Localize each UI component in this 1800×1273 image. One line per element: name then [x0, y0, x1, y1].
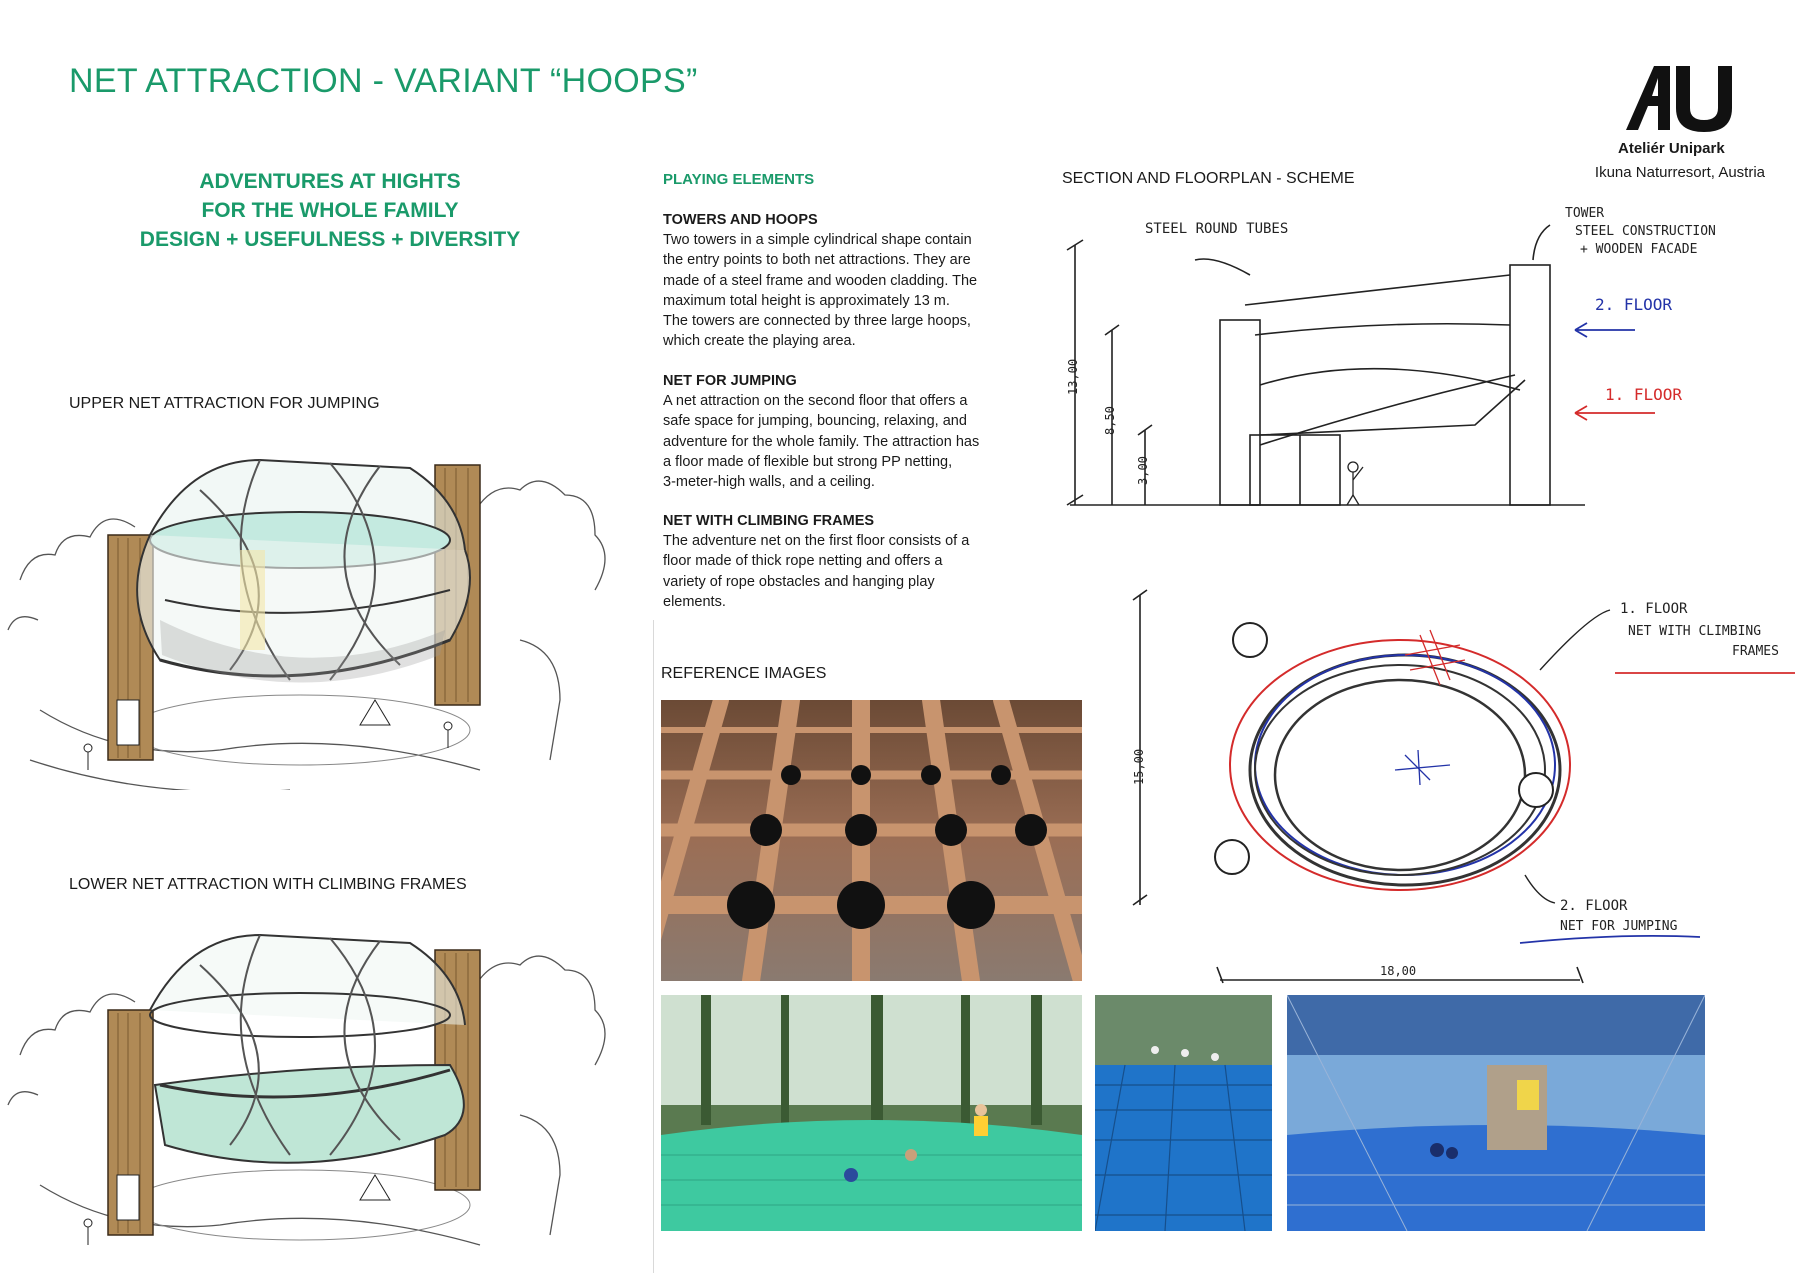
dim-total-height: 13,00	[1066, 358, 1080, 395]
plan-label-floor-2: 2. FLOOR	[1560, 898, 1628, 914]
label-floor-1: 1. FLOOR	[1605, 385, 1683, 404]
section-line: The adventure net on the first floor consists of a	[663, 533, 970, 550]
green-net-forest-photo	[661, 995, 1082, 1231]
blue-net-tower-photo	[1287, 995, 1705, 1231]
floorplan-sketch	[1100, 585, 1800, 985]
blue-net-photo	[1095, 995, 1272, 1231]
brand-name: Ateliér Unipark	[1618, 140, 1725, 157]
section-net-with-climbing-frames	[663, 511, 1018, 612]
upper-net-label: UPPER NET ATTRACTION FOR JUMPING	[69, 395, 380, 412]
section-line: adventure for the whole family. The attraction has	[663, 433, 980, 450]
lower-net-label: LOWER NET ATTRACTION WITH CLIMBING FRAMES	[69, 876, 467, 893]
dim-plan-depth: 15,00	[1132, 748, 1146, 785]
subtitle	[100, 167, 560, 254]
section-title: NET WITH CLIMBING FRAMES	[663, 513, 875, 529]
playing-elements-heading: PLAYING ELEMENTS	[663, 171, 815, 188]
scheme-heading: SECTION AND FLOORPLAN - SCHEME	[1062, 170, 1355, 187]
section-line: made of a steel frame and wooden cladding. The	[663, 272, 978, 289]
page-title: NET ATTRACTION - VARIANT “HOOPS”	[69, 62, 698, 100]
section-line: variety of rope obstacles and hanging play	[663, 573, 935, 590]
label-floor-2: 2. FLOOR	[1595, 295, 1673, 314]
subtitle-line: DESIGN + USEFULNESS + DIVERSITY	[139, 228, 521, 251]
subtitle-line: FOR THE WHOLE FAMILY	[201, 199, 459, 222]
section-title: TOWERS AND HOOPS	[663, 212, 818, 228]
section-towers-and-hoops	[663, 210, 1018, 351]
section-line: Two towers in a simple cylindrical shape contain	[663, 232, 972, 249]
subtitle-line: ADVENTURES AT HIGHTS	[199, 170, 461, 193]
upper-net-sketch	[0, 430, 620, 790]
dim-low-height: 3,00	[1136, 456, 1150, 485]
plan-label-floor-1: 1. FLOOR	[1620, 601, 1688, 617]
plan-label-net-climbing: NET WITH CLIMBING	[1628, 624, 1762, 639]
section-sketch	[1055, 195, 1790, 525]
section-line: elements.	[663, 593, 726, 610]
section-line: the entry points to both net attractions. They are	[663, 252, 971, 269]
section-line: maximum total height is approximately 13 m.	[663, 292, 950, 309]
plan-label-frames: FRAMES	[1732, 644, 1779, 659]
label-tower: TOWER	[1565, 206, 1605, 221]
section-line: floor made of thick rope netting and offers a	[663, 553, 943, 570]
label-steel-tubes: STEEL ROUND TUBES	[1145, 221, 1289, 237]
column-divider	[653, 620, 654, 1273]
label-steel-construction: STEEL CONSTRUCTION	[1575, 224, 1716, 239]
section-line: a floor made of flexible but strong PP netting,	[663, 453, 953, 470]
dim-mid-height: 8,50	[1103, 406, 1117, 435]
reference-images-heading: REFERENCE IMAGES	[661, 665, 827, 682]
section-line: safe space for jumping, bouncing, relaxing, and	[663, 413, 967, 430]
section-line: 3-meter-high walls, and a ceiling.	[663, 474, 875, 491]
location-label: Ikuna Naturresort, Austria	[1594, 164, 1765, 181]
plan-label-net-jumping: NET FOR JUMPING	[1560, 919, 1678, 934]
section-line: A net attraction on the second floor that offers a	[663, 393, 968, 410]
section-line: which create the playing area.	[663, 333, 856, 350]
section-line: The towers are connected by three large hoops,	[663, 313, 971, 330]
dim-plan-width: 18,00	[1380, 964, 1417, 978]
lower-net-sketch	[0, 915, 620, 1270]
section-title: NET FOR JUMPING	[663, 373, 797, 389]
rope-net-photo	[661, 700, 1082, 981]
label-wooden-facade: + WOODEN FACADE	[1580, 242, 1698, 257]
section-net-for-jumping	[663, 371, 1018, 492]
